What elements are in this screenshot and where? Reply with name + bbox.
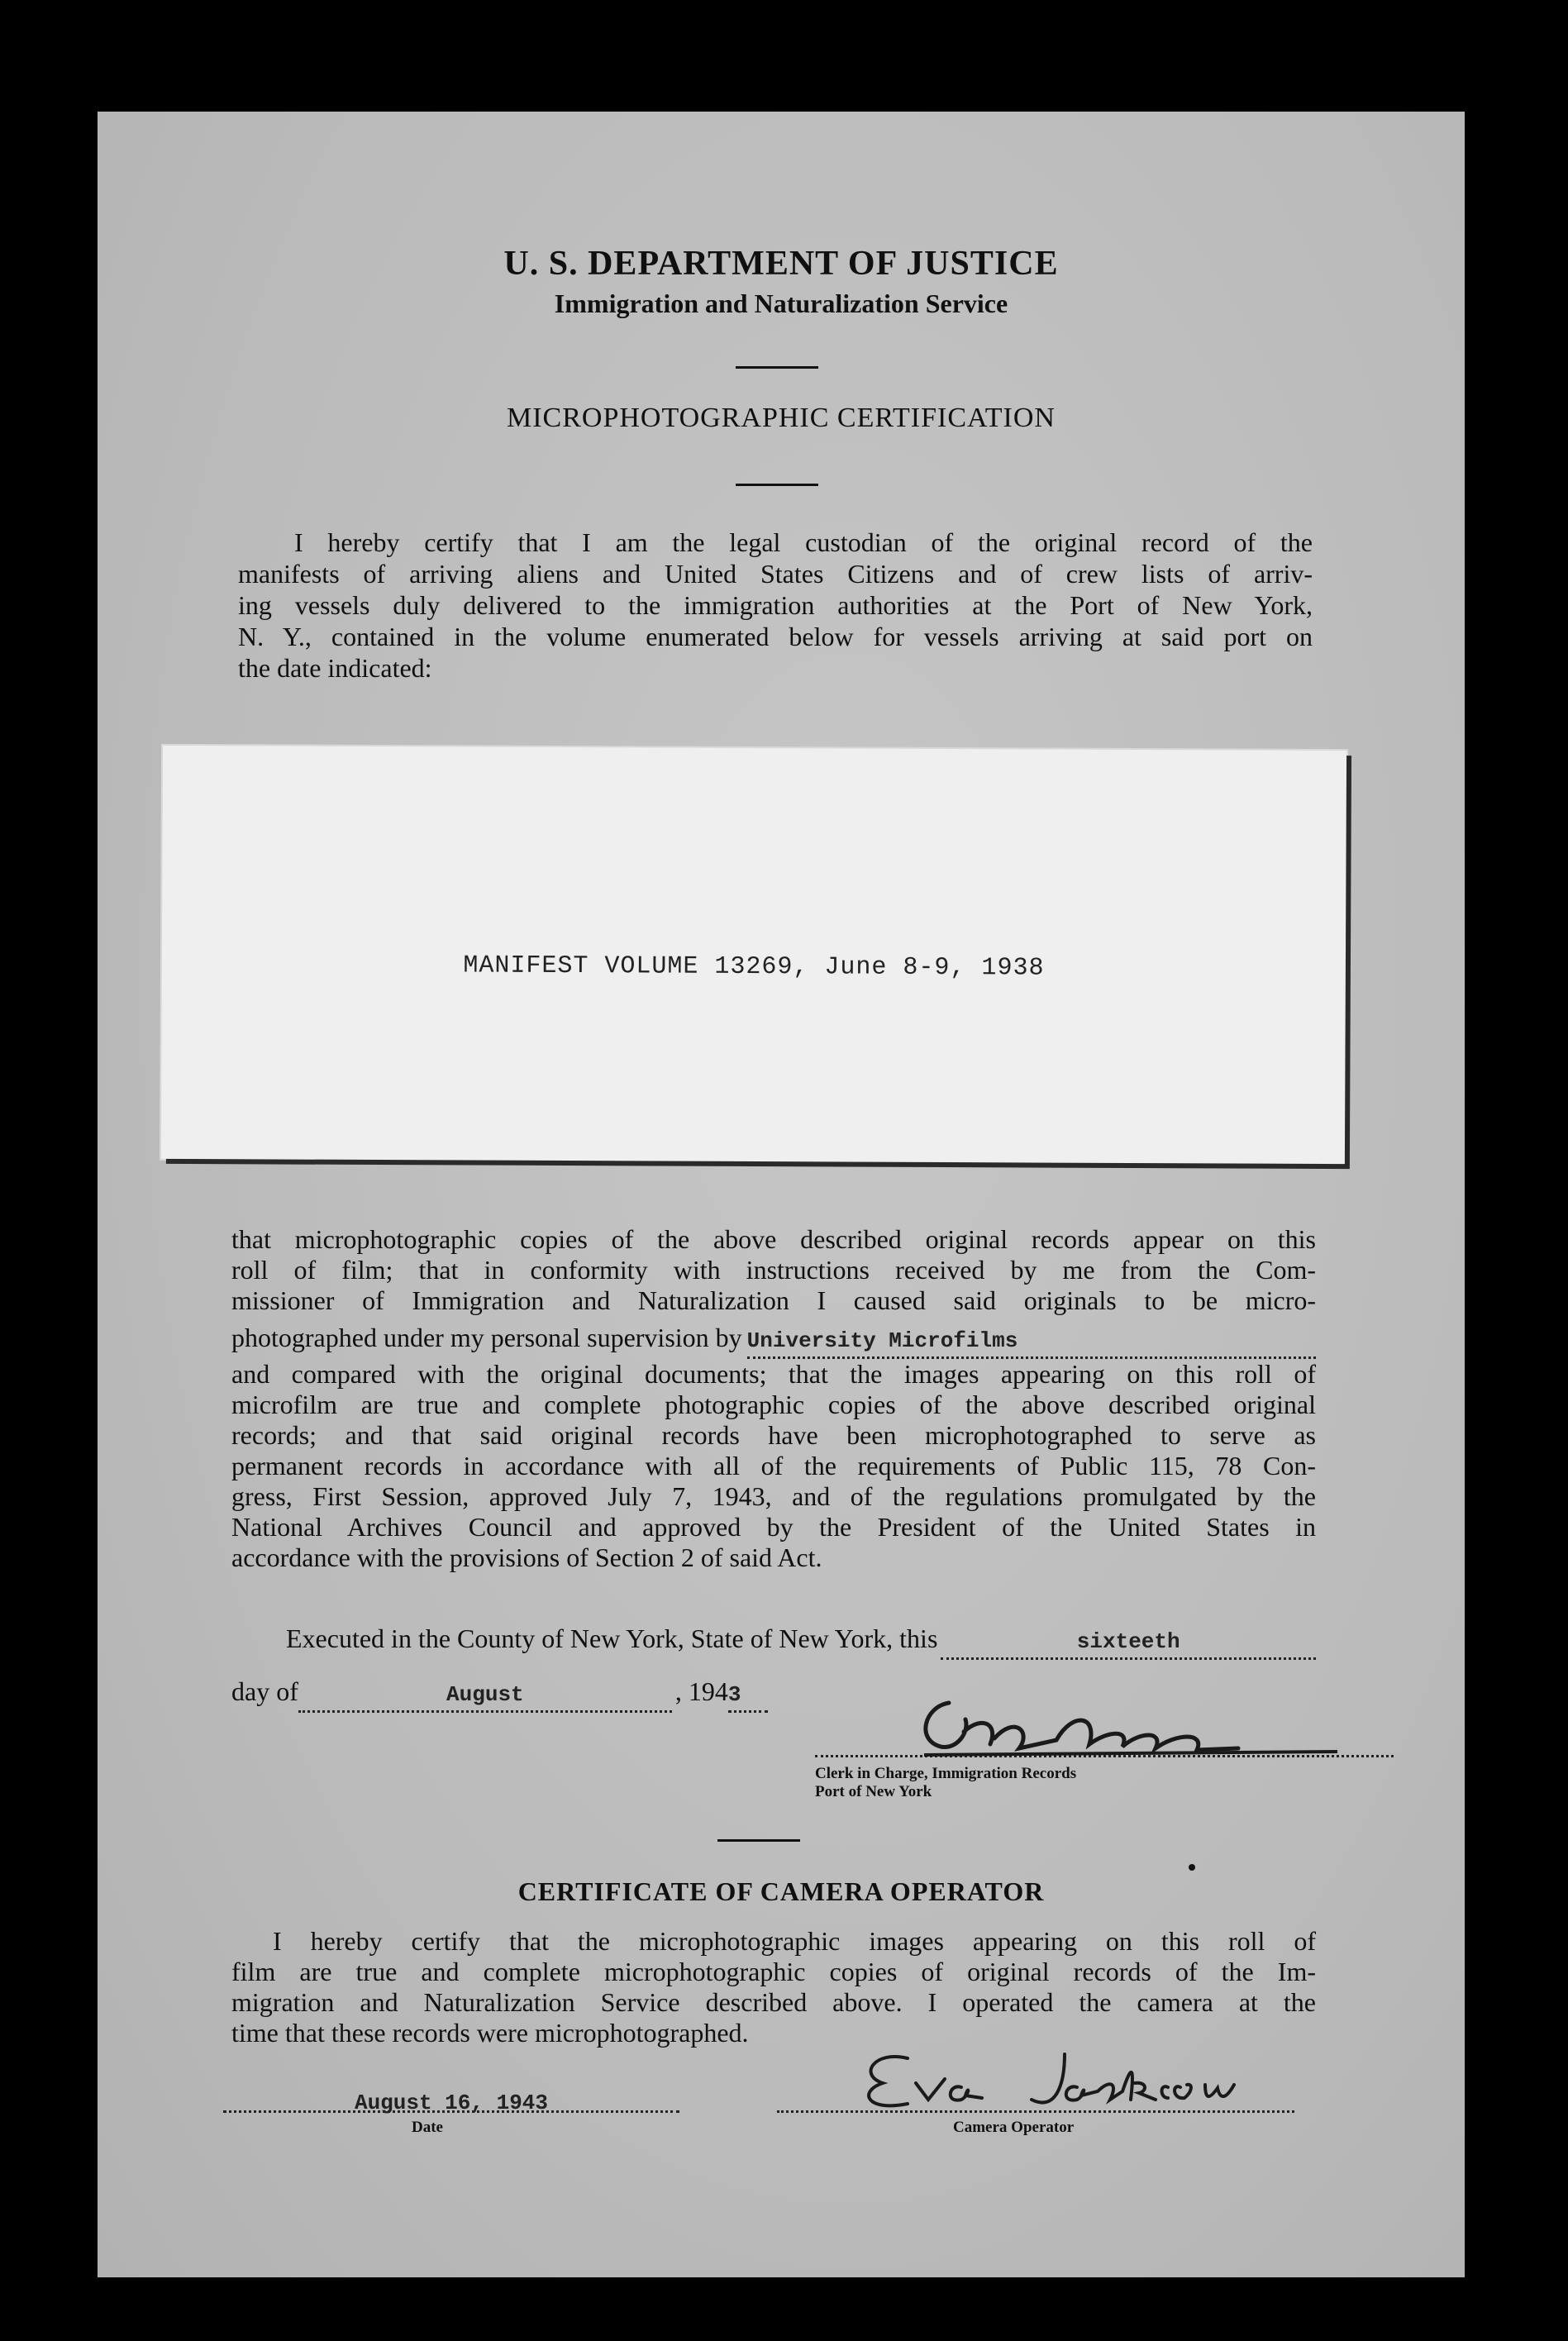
body-line: gress, First Session, approved July 7, 1943, and of the regulations promulgated by the (231, 1481, 1316, 1511)
date-value: August 16, 1943 (354, 2091, 549, 2115)
year-field (728, 1676, 768, 1713)
executed-text: Executed in the County of New York, State of New York, this (286, 1623, 938, 1653)
body-line: National Archives Council and approved by the President of the United States in (231, 1512, 1316, 1542)
date-label: Date (412, 2119, 443, 2136)
intro-line: I hereby certify that I am the legal custodian of the original record of the (294, 527, 1313, 557)
manifest-card (161, 746, 1346, 1164)
body-line: accordance with the provisions of Section 2 of said Act. (231, 1542, 822, 1572)
body-line: that microphotographic copies of the above described original records appear on this (231, 1224, 1316, 1254)
intro-line: ing vessels duly delivered to the immigration authorities at the Port of New York, (238, 590, 1313, 620)
certification-title: MICROPHOTOGRAPHIC CERTIFICATION (506, 403, 1056, 433)
intro-line: the date indicated: (238, 653, 432, 683)
clerk-title-line: Clerk in Charge, Immigration Records (815, 1765, 1077, 1782)
body-line: and compared with the original documents; that the images appearing on this roll of (231, 1359, 1316, 1389)
service-subheading: Immigration and Naturalization Service (554, 288, 1008, 318)
intro-line: manifests of arriving aliens and United States Citizens and of crew lists of arriv- (238, 559, 1313, 589)
month-value: August (446, 1682, 524, 1707)
date-field (223, 2084, 679, 2113)
specks (1189, 1864, 1195, 1871)
day-value: sixteeth (1076, 1629, 1180, 1654)
manifest-volume-text: MANIFEST VOLUME 13269, June 8-9, 1938 (463, 951, 1045, 983)
intro-line: N. Y., contained in the volume enumerated below for vessels arriving at said port on (238, 622, 1313, 651)
month-field (298, 1676, 672, 1713)
supervisor-field (747, 1323, 1316, 1359)
department-heading: U. S. DEPARTMENT OF JUSTICE (503, 245, 1059, 283)
operator-line: film are true and complete microphotographic copies of original records of the Im- (231, 1957, 1316, 1986)
operator-line: migration and Naturalization Service described above. I operated the camera at the (231, 1987, 1316, 2017)
day-of-line: day of August , 194 3 (231, 1676, 768, 1713)
operator-line: I hereby certify that the microphotographic images appearing on this roll of (273, 1926, 1316, 1956)
intro-paragraph (238, 527, 1313, 684)
operator-certificate-title: CERTIFICATE OF CAMERA OPERATOR (517, 1876, 1045, 1906)
body-paragraph (231, 1224, 1316, 1573)
certificate-page (98, 112, 1465, 2277)
body-line: permanent records in accordance with all of the requirements of Public 115, 78 Con- (231, 1451, 1316, 1480)
operator-signature-line (777, 2084, 1294, 2113)
body-line: records; and that said original records have been microphotographed to serve as (231, 1420, 1316, 1450)
body-line: photographed under my personal supervision by (231, 1323, 742, 1352)
operator-label: Camera Operator (953, 2119, 1075, 2136)
operator-paragraph (231, 1926, 1316, 2048)
day-of-label: day of (231, 1676, 298, 1706)
clerk-signature (891, 1682, 1354, 1765)
body-line: missioner of Immigration and Naturalization I caused said originals to be micro- (231, 1285, 1316, 1315)
divider (736, 484, 818, 486)
year-digit: 3 (727, 1682, 741, 1707)
executed-line (286, 1623, 1316, 1660)
clerk-title-line: Port of New York (815, 1783, 932, 1800)
body-line: microfilm are true and complete photographic copies of the above described original (231, 1390, 1316, 1419)
clerk-title (815, 1765, 1076, 1801)
operator-line: time that these records were microphotographed. (231, 2018, 749, 2048)
day-field (941, 1623, 1316, 1660)
year-prefix: 194 (688, 1676, 728, 1706)
divider (736, 366, 818, 369)
supervisor-name: University Microfilms (746, 1328, 1018, 1353)
divider (717, 1839, 800, 1842)
body-line: roll of film; that in conformity with instructions received by me from the Com- (231, 1255, 1316, 1285)
